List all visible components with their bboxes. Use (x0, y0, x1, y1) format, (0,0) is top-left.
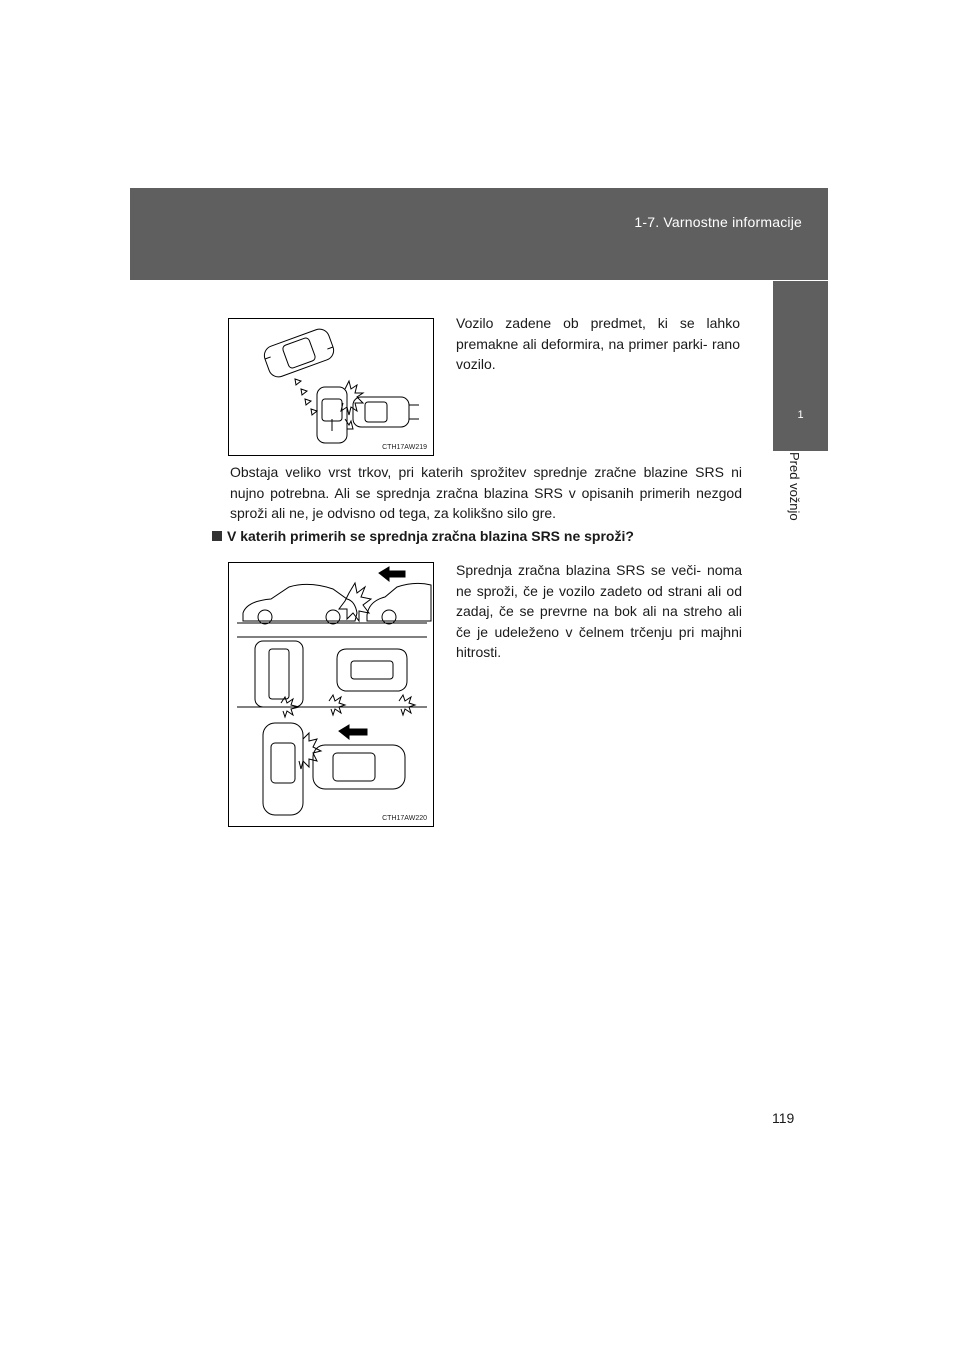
section-heading (212, 528, 634, 544)
chapter-label: Pred vožnjo (787, 452, 802, 521)
page-number: 119 (772, 1110, 795, 1126)
figure-code: CTH17AW219 (382, 444, 427, 451)
car-collision-parked-vehicle-illustration (229, 319, 433, 455)
chapter-number: 1 (797, 409, 804, 421)
paragraph-non-deployment: Sprednja zračna blazina SRS se veči- noma ne sproži, če je vozilo zadeto od strani ali od zadaj, če se prevrne na bok ali na streho ali če je udeleženo v čelnem trčenju pri majhni hitrosti. (456, 562, 742, 660)
header-band (130, 188, 828, 280)
figure-code: CTH17AW220 (382, 815, 427, 822)
section-title: 1-7. Varnostne informacije (634, 214, 802, 230)
paragraph-parked-vehicle: Vozilo zadene ob predmet, ki se lahko premakne ali deformira, na primer parki- rano vozilo. (456, 315, 740, 372)
figure-non-deployment-cases (228, 562, 434, 827)
section-heading-text: V katerih primerih se sprednja zračna blazina SRS ne sproži? (227, 528, 634, 544)
figure-parked-vehicle-collision (228, 318, 434, 456)
chapter-tab (773, 281, 828, 451)
square-bullet-icon (212, 531, 222, 541)
side-rear-rollover-collision-illustration (229, 563, 433, 826)
paragraph-collision-types: Obstaja veliko vrst trkov, pri katerih sprožitev sprednje zračne blazine SRS ni nujno potrebna. Ali se sprednja zračna blazina SRS v opisanih primerih nezgod sproži ali ne, je odvisno od tega, za kolikšno silo gre. (230, 464, 742, 521)
